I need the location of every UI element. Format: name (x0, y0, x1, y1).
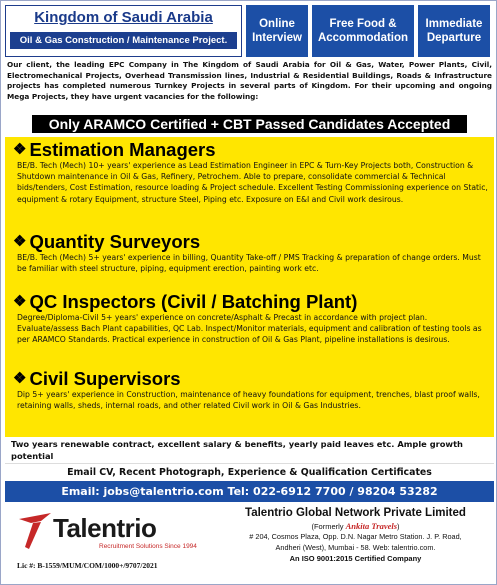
role-description: Dip 5+ years' experience in Construction, maintenance of heavy foundations for equipment, trenches, blast proof walls, retaining walls, sheds, internal roads, and other related Civil work in Oil & Gas Industries. (17, 390, 480, 411)
header (5, 5, 494, 57)
address-line-2: Andheri (West), Mumbai - 58. Web: talentrio.com. (275, 542, 436, 552)
company-logo (5, 505, 215, 581)
vacancies-section (5, 137, 494, 437)
free-food-badge: Free Food & Accommodation (312, 5, 414, 57)
talentrio-logo-icon (17, 511, 53, 551)
diamond-bullet-icon: ❖ (13, 141, 27, 158)
diamond-bullet-icon: ❖ (13, 370, 27, 387)
diamond-bullet-icon: ❖ (13, 293, 27, 310)
requirement-banner: Only ARAMCO Certified + CBT Passed Candidates Accepted (32, 115, 467, 133)
address-line-1: # 204, Cosmos Plaza, Opp. D.N. Nagar Metro Station. J. P. Road, (249, 532, 462, 541)
application-instructions: Email CV, Recent Photograph, Experience & Qualification Certificates (5, 463, 494, 480)
role-qc-inspectors (13, 291, 488, 346)
role-description: BE/B. Tech (Mech) 10+ years' experience as Lead Estimation Engineer in EPC & Turn-Key Projects both, Construction & Shutdown maintenance in Oil & Gas, Refinery, Petrochem. Able to prepare, consolidate commercial & Technical bids/tenders, Cost Estimation, resource loading & Project schedule. Excellent Testing Commissioning experience on Static, equipment & rotary Equipment, structure Steel, Piping etc. Exposure on E&I and Civil work desirous. (17, 161, 488, 204)
logo-tagline: Recruitment Solutions Since 1994 (99, 543, 197, 550)
role-title: Estimation Managers (29, 139, 216, 160)
role-quantity-surveyors (13, 231, 488, 274)
role-description: Degree/Diploma-Civil 5+ years' experience on concrete/Asphalt & Precast in accordance with project plan. Evaluate/assess Bach Plant capabilities, QC Lab. Inspect/Monitor materials, equipment and calibration of testing tools as per ARAMCO Standards. Practical experience in construction of Oil & Gas Plant, pipeline installations is desirous. (17, 313, 482, 345)
role-title: Quantity Surveyors (29, 231, 201, 252)
former-name: (Formerly Ankita Travels) (311, 521, 400, 531)
role-title: Civil Supervisors (29, 368, 181, 389)
company-details (217, 505, 494, 564)
licence-number: Lic #: B-1559/MUM/COM/1000+/9707/2021 (17, 561, 158, 570)
role-civil-supervisors (13, 368, 488, 411)
header-title-block (5, 5, 242, 57)
page-subtitle: Oil & Gas Construction / Maintenance Project. (10, 32, 237, 49)
contract-terms: Two years renewable contract, excellent salary & benefits, yearly paid leaves etc. Ample growth potential (11, 439, 463, 461)
contact-bar[interactable]: Email: jobs@talentrio.com Tel: 022-6912 7700 / 98204 53282 (5, 481, 494, 502)
immediate-departure-badge: Immediate Departure (418, 5, 490, 57)
role-title: QC Inspectors (Civil / Batching Plant) (29, 291, 358, 312)
online-interview-badge: Online Interview (246, 5, 308, 57)
role-estimation-managers (13, 139, 488, 205)
diamond-bullet-icon: ❖ (13, 233, 27, 250)
page-title: Kingdom of Saudi Arabia (34, 9, 213, 26)
former-brand: Ankita Travels (345, 521, 398, 531)
logo-wordmark: Talentrio (53, 513, 157, 543)
footer (5, 505, 494, 581)
intro-paragraph: Our client, the leading EPC Company in The Kingdom of Saudi Arabia for Oil & Gas, Water, Power Plants, Civil, Electromechanical Projects, Overhead Transmission lines, Industrial & Residential Buildings, Roads & Infrastructure projects has completed numerous Turnkey Projects in several parts of Kingdom. For their upcoming and ongoing Mega Projects, they have urgent vacancies for the following: (7, 60, 492, 101)
role-description: BE/B. Tech (Mech) 5+ years' experience in billing, Quantity Take-off / PMS Tracking & preparation of change orders. Must be familiar with steel structure, piping, equipment erection, painting work etc. (17, 253, 481, 274)
company-name: Talentrio Global Network Private Limited (245, 507, 466, 519)
iso-certification: An ISO 9001:2015 Certified Company (289, 554, 422, 563)
